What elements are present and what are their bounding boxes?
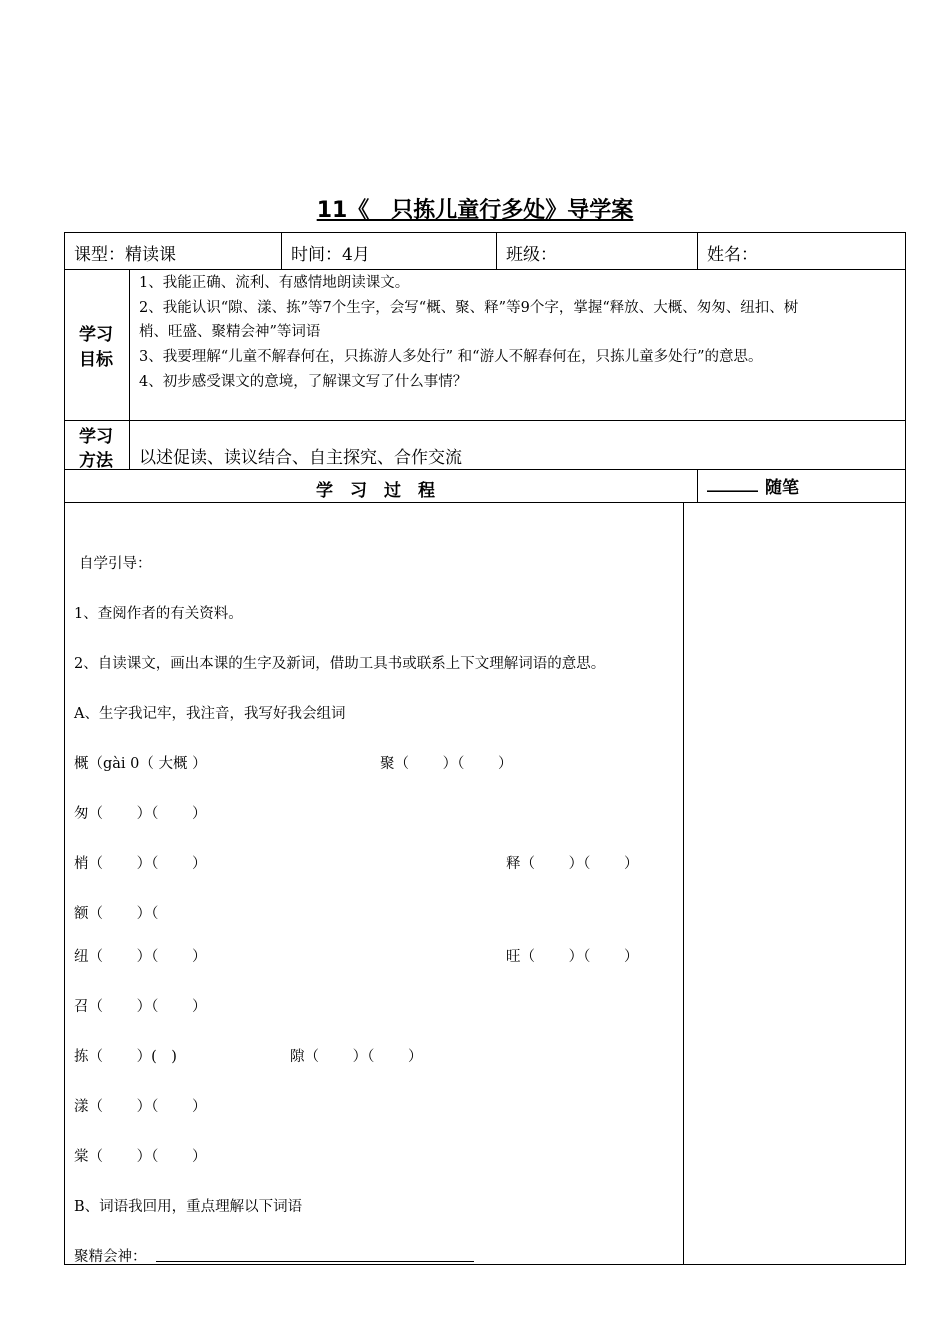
divider	[697, 232, 698, 270]
divider	[697, 469, 698, 503]
lesson-type: 课型：精读课	[74, 245, 176, 265]
goal-line: 4、初步感受课文的意境，了解课文写了什么事情？	[139, 374, 468, 390]
step-1: 1、查阅作者的有关资料。	[74, 606, 243, 622]
char-row: 拣（ ）( )	[74, 1049, 177, 1065]
lesson-time: 时间：4月	[291, 245, 370, 265]
goal-line: 1、我能正确、流利、有感情地朗读课文。	[139, 275, 410, 291]
char-row: 纽（ ）（ ）	[74, 949, 207, 965]
char-row: 额（ ）（	[74, 906, 159, 922]
name-field: 姓名：	[707, 245, 758, 265]
class-field: 班级：	[506, 245, 557, 265]
char-row: 棠（ ）（ ）	[74, 1149, 207, 1165]
part-b-heading: B、词语我回用，重点理解以下词语	[74, 1199, 303, 1215]
char-row: 梢（ ）（ ）	[74, 856, 207, 872]
notes-heading: 随笔	[765, 478, 799, 498]
goal-line: 2、我能认识“隙、漾、拣”等7个生字，会写“概、聚、释”等9个字，掌握“释放、大概、匆匆、纽扣、树	[139, 300, 799, 316]
char-row: 概（gài 0（ 大概 ）	[74, 756, 207, 772]
divider	[496, 232, 497, 270]
divider	[281, 232, 282, 270]
page-title: 11《 只拣儿童行多处》导学案	[316, 198, 634, 223]
char-row: 旺（ ）（ ）	[506, 949, 639, 965]
idiom-label: 聚精会神：	[74, 1249, 147, 1265]
goals-label: 目标	[79, 350, 113, 370]
part-a-heading: A、生字我记牢，我注音，我写好我会组词	[74, 706, 346, 722]
method-text: 以述促读、读议结合、自主探究、合作交流	[139, 448, 462, 468]
method-label: 方法	[79, 451, 113, 471]
char-row: 召（ ）（ ）	[74, 999, 207, 1015]
answer-line[interactable]	[156, 1261, 474, 1262]
goal-line: 梢、旺盛、聚精会神”等词语	[139, 324, 321, 340]
char-row: 释（ ）（ ）	[506, 856, 639, 872]
goal-line: 3、我要理解“儿童不解春何在，只拣游人多处行” 和“游人不解春何在，只拣儿童多处行”的意思。	[139, 349, 763, 365]
step-2: 2、自读课文，画出本课的生字及新词，借助工具书或联系上下文理解词语的意思。	[74, 656, 606, 672]
divider	[683, 502, 684, 1265]
char-row: 匆（ ）（ ）	[74, 806, 207, 822]
notes-blank: ______	[707, 473, 758, 493]
char-row: 隙（ ）（ ）	[290, 1049, 423, 1065]
header-row	[64, 232, 906, 270]
intro-text: 自学引导：	[79, 556, 152, 572]
char-row: 漾（ ）（ ）	[74, 1099, 207, 1115]
method-label: 学习	[79, 427, 113, 447]
goals-label: 学习	[79, 325, 113, 345]
char-row: 聚（ ）（ ）	[380, 756, 513, 772]
process-heading: 学 习 过 程	[316, 481, 435, 501]
